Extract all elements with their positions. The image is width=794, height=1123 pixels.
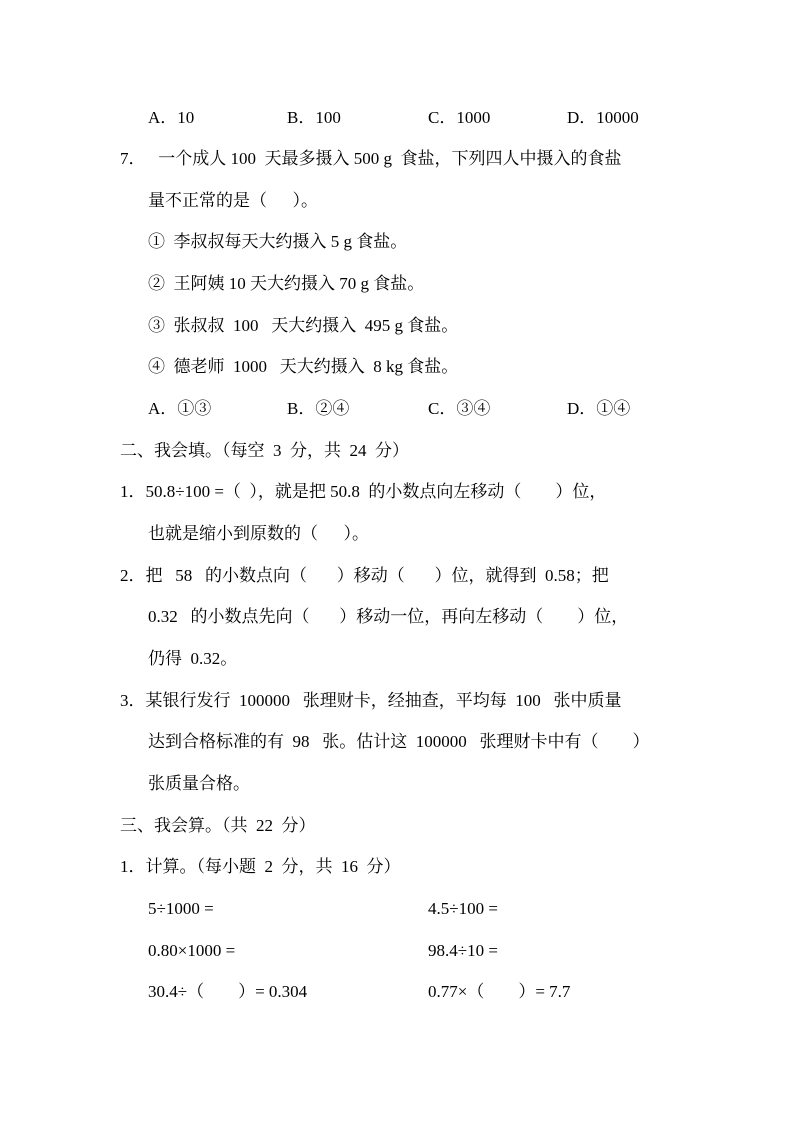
- calc-right-1: 4.5÷100 =: [428, 899, 498, 918]
- s2-q3-line3: 张质量合格。: [148, 774, 250, 793]
- calc-right-2: 98.4÷10 =: [428, 941, 498, 960]
- q7-item-4: ④ 德老师 1000 天大约摄入 8 kg 食盐。: [148, 357, 459, 376]
- s2-q2-line3: 仍得 0.32。: [148, 649, 238, 668]
- s2-q2-line2: 0.32 的小数点先向（ ）移动一位，再向左移动（ ）位，: [148, 607, 629, 626]
- q7-option-d: D．①④: [567, 399, 631, 418]
- section2-title: 二、我会填。（每空 3 分，共 24 分）: [120, 441, 409, 460]
- calc-left-2: 0.80×1000 =: [148, 941, 236, 960]
- q7-option-b: B．②④: [287, 399, 350, 418]
- s2-q1-line1: 1．50.8÷100 =（ ），就是把 50.8 的小数点向左移动（ ）位，: [120, 482, 607, 501]
- s3-q1-title: 1．计算。（每小题 2 分，共 16 分）: [120, 857, 401, 876]
- q7-item-2: ② 王阿姨 10 天大约摄入 70 g 食盐。: [148, 274, 425, 293]
- s2-q1-line2: 也就是缩小到原数的（ ）。: [148, 524, 369, 543]
- s2-q3-line2: 达到合格标准的有 98 张。估计这 100000 张理财卡中有（ ）: [148, 732, 650, 751]
- calc-left-1: 5÷1000 =: [148, 899, 214, 918]
- q7-option-a: A．①③: [148, 399, 212, 418]
- q6-option-c: C．1000: [428, 108, 491, 127]
- calc-right-3: 0.77×（ ）= 7.7: [428, 982, 571, 1001]
- calc-left-3: 30.4÷（ ）= 0.304: [148, 982, 308, 1001]
- s2-q3-line1: 3．某银行发行 100000 张理财卡，经抽查，平均每 100 张中质量: [120, 691, 622, 710]
- q6-option-b: B．100: [287, 108, 341, 127]
- section3-title: 三、我会算。（共 22 分）: [120, 816, 316, 835]
- q7-item-3: ③ 张叔叔 100 天大约摄入 495 g 食盐。: [148, 316, 459, 335]
- q7-item-1: ① 李叔叔每天大约摄入 5 g 食盐。: [148, 232, 408, 251]
- s2-q2-line1: 2．把 58 的小数点向（ ）移动（ ）位，就得到 0.58；把: [120, 566, 609, 585]
- q7-stem-line2: 量不正常的是（ ）。: [148, 191, 318, 210]
- q6-option-a: A．10: [148, 108, 195, 127]
- q6-option-d: D．10000: [567, 108, 639, 127]
- q7-stem-line1: 7． 一个成人 100 天最多摄入 500 g 食盐，下列四人中摄入的食盐: [120, 149, 622, 168]
- q7-option-c: C．③④: [428, 399, 491, 418]
